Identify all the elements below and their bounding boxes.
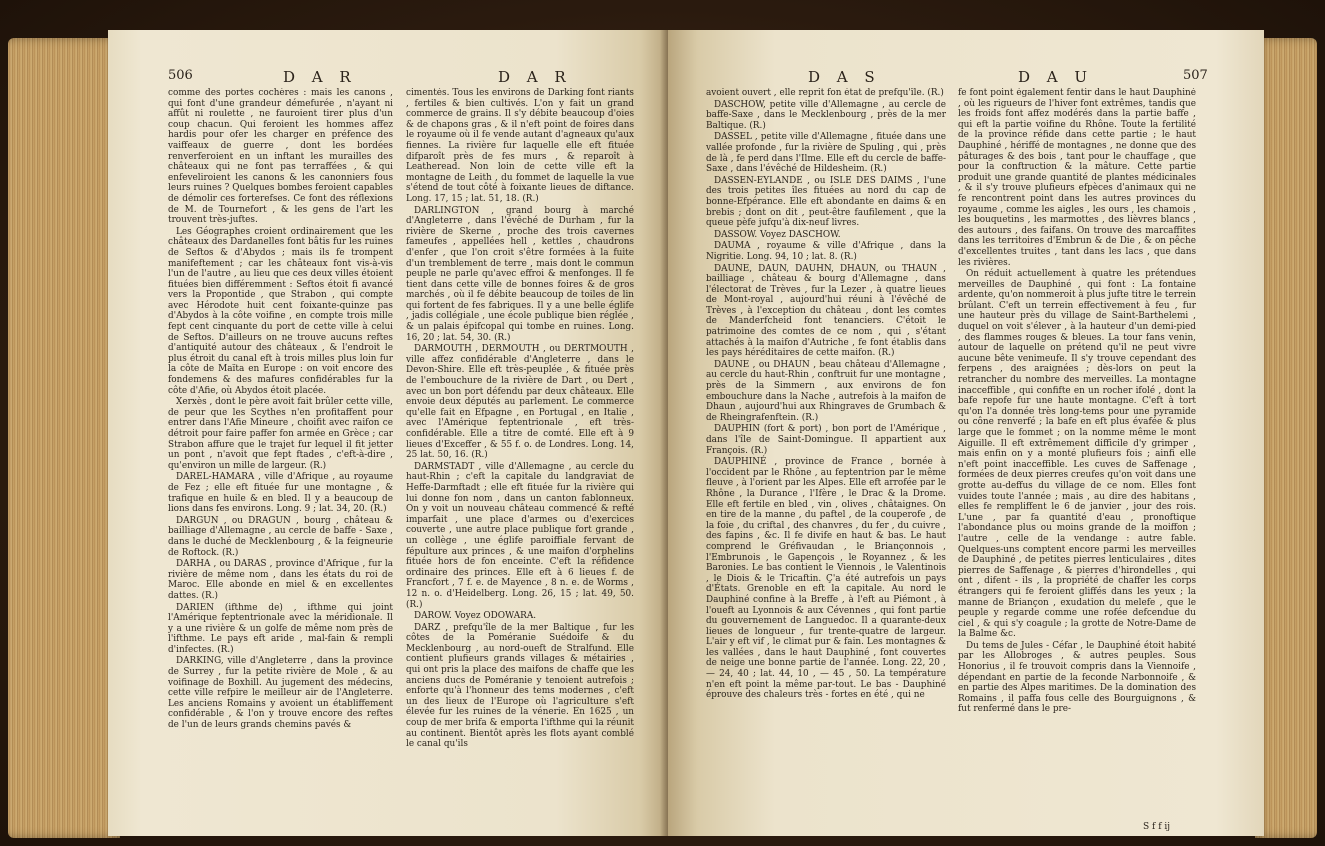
- signature-mark: S f f ij: [1143, 822, 1171, 832]
- paragraph: DAUNE, DAUN, DAUHN, DHAUN, ou THAUN , bailliage , château & bourg d'Allemagne , dans l'électorat de Trèves , fur la Lezer , à quatre lieues de Mont-royal , aujourd'hui réuni à l'évêché de Trèves , à l'exception du château , dont les comtes de Manderfcheid font tenanciers. C'étoit le patrimoine des comtes de ce nom , qui , s'étant attachés à la maifon d'Autriche , fe font établis dans les pays héréditaires de cette maifon. (R.): [706, 263, 946, 359]
- paragraph: DARMOUTH , DERMOUTH , ou DERTMOUTH , ville affez confidérable d'Angleterre , dans le Devon-Shire. Elle eft très-peuplée , & fituée près de l'embouchure de la rivière de Dart , ou Dert , avec un bon port défendu par deux châteaux. Elle envoie deux députés au parlement. Le commerce qu'elle fait en Efpagne , en Portugal , en Italie , avec l'Amérique feptentrionale , eft très-confidérable. Elle a titre de comté. Elle eft à 9 lieues d'Exceffer , & 55 f. o. de Londres. Long. 14, 25 lat. 50, 16. (R.): [406, 344, 634, 461]
- paragraph: DARGUN , ou DRAGUN , bourg , château & bailliage d'Allemagne , au cercle de baffe - Saxe , dans le duché de Mecklenbourg , & la feigneurie de Roftock. (R.): [168, 515, 393, 558]
- paragraph: DAUPHIN (fort & port) , bon port de l'Amérique , dans l'île de Saint-Domingue. Il appartient aux François. (R.): [706, 424, 946, 456]
- paragraph: DARMSTADT , ville d'Allemagne , au cercle du haut-Rhin ; c'eft la capitale du landgraviat de Heffe-Darmftadt ; elle eft fituée fur la rivière qui lui donne fon nom , dans un canton fablonneux. On y voit un nouveau château commencé & refté imparfait , une place d'armes ou d'exercices couverte , une autre place publique fort grande , un collège , une églife paroiffiale fervant de fépulture aux princes , & une maifon d'orphelins fituée hors de fon enceinte. C'eft la réfidence ordinaire des princes. Elle eft à 6 lieues f. de Francfort , 7 f. e. de Mayence , 8 n. e. de Worms , 12 n. o. d'Heidelberg. Long. 26, 15 ; lat. 49, 50. (R.): [406, 461, 634, 610]
- paragraph: DAUNE , ou DHAUN , beau château d'Allemagne , au cercle du haut-Rhin , conftruit fur une montagne , près de la Simmern , aux environs de fon embouchure dans la Nache , autrefois à la maifon de Dhaun , aujourd'hui aux Rhingraves de Grumbach & de Rheingrafenftein. (R.): [706, 359, 946, 423]
- right-column-1: [706, 88, 946, 828]
- left-column-1: [168, 88, 393, 828]
- paragraph: fe font point également fentir dans le haut Dauphiné , où les rigueurs de l'hiver font extrêmes, tandis que les froids font affez modérés dans la partie baffe , qui eft la partie voifine du Rhône. Toute la fertilité de la province réfide dans cette partie ; le haut Dauphiné , hériffé de montagnes , ne donne que des pâturages & des bois , tant pour le chauffage , que pour la conftruction & la mâture. Cette partie produit une grande quantité de plantes médicinales , & il s'y trouve plufieurs efpèces d'animaux qui ne fe rencontrent point dans les autres provinces du royaume , comme les aigles , les ours , les chamois , les bouquetins , les marmottes , des lièvres blancs , des autours , des faifans. On trouve des marcaffites dans les territoires d'Embrun & de Die , & on pêche d'excellentes truites , tant dans les lacs , que dans les rivières.: [958, 88, 1196, 268]
- paragraph: Du tems de Jules - Céfar , le Dauphiné étoit habité par les Allobroges , & autres peuples. Sous Honorius , il fe trouvoit compris dans la Viennoife , dépendant en partie de la feconde Narbonnoife , & en partie des Alpes maritimes. De la domination des Romains , il paffa fous celle des Bourguignons , & fut renfermé dans le pre-: [958, 640, 1196, 715]
- paragraph: DASSEN-EYLANDE , ou ISLE DES DAIMS , l'une des trois petites îles fituées au nord du cap de bonne-Efpérance. Elle eft abondante en daims & en brebis ; dont on dit , peut-être faufilement , que la queue pèfe jufqu'à dix-neuf livres.: [706, 175, 946, 229]
- paragraph: DARHA , ou DARAS , province d'Afrique , fur la rivière de même nom , dans les états du roi de Maroc. Elle abonde en miel & en excellentes dattes. (R.): [168, 559, 393, 601]
- paragraph: comme des portes cochères : mais les canons , qui font d'une grandeur démefurée , n'ayant ni affût ni roulette , ne fauroient tirer plus d'un coup chacun. Qui feroient les hommes affez hardis pour ofer les charger en préfence des vaiffeaux de guerre , dont les bordées renverferoient en un inftant les murailles des châteaux qui ne font pas terraffées , & qui enfeveliroient les canons & les canonniers fous leurs ruines ? Quelques bombes feroient capables de démolir ces forterefses. Ce font des réflexions de M. de Tournefort , & les gens de l'art les trouvent très-juftes.: [168, 88, 393, 226]
- paragraph: Xerxès , dont le père avoit fait brûler cette ville, de peur que les Scythes n'en profitaffent pour entrer dans l'Afie Mineure , choifit avec raifon ce détroit pour faire paffer fon armée en Grèce ; car Strabon affure que le trajet fur lequel il fit jetter un pont , n'avoit que fept ftades , c'eft-à-dire , qu'environ un mille de largeur. (R.): [168, 397, 393, 471]
- paragraph: cimentés. Tous les environs de Darking font riants , fertiles & bien cultivés. L'on y fait un grand commerce de grains. Il s'y débite beaucoup d'oies & de chapons gras , & il n'eft point de foires dans le royaume où il fe vende autant d'agneaux qu'aux fiennes. La rivière fur laquelle elle eft fituée difparoît près de fes murs , & reparoît à Leatheread. Non loin de cette ville eft la montagne de Leith , du fommet de laquelle la vue s'étend de tout côté à foixante lieues de diftance. Long. 17, 15 ; lat. 51, 18. (R.): [406, 88, 634, 204]
- right-column-2: [958, 88, 1196, 828]
- left-page-edges: [8, 38, 120, 838]
- paragraph: DAUMA , royaume & ville d'Afrique , dans la Nigritie. Long. 94, 10 ; lat. 8. (R.): [706, 241, 946, 262]
- paragraph: DAROW. Voyez ODOWARA.: [414, 611, 537, 622]
- right-page-edges: [1255, 38, 1317, 838]
- paragraph: avoient ouvert , elle reprit fon état de prefqu'île. (R.): [706, 88, 944, 98]
- left-page: [108, 30, 668, 836]
- paragraph: On réduit actuellement à quatre les prétendues merveilles de Dauphiné , qui font : La fontaine ardente, qu'on nommeroit à plus jufte titre le terrein brûlant. C'eft un terrein effectivement à feu , fur une hauteur près du village de Saint-Barthelemi , duquel on voit s'élever , à la hauteur d'un demi-pied , des flammes rouges & bleues. La tour fans venin, autour de laquelle on prétend qu'il ne peut vivre aucune bête venimeufe. Il s'y trouve cependant des ferpens , des araignées ; dès-lors on peut la retrancher du nombre des merveilles. La montagne inacceffible , qui confifte en un rocher ifolé , dont la bafe repofe fur une haute montagne. C'eft à tort qu'on l'a donnée très long-tems pour une pyramide ou cône renverfé ; la bafe en eft plus évafée & plus large que le fommet ; on la nomme même le mont Aiguille. Il eft extrêmement difficile d'y grimper , mais enfin on y a monté plufieurs fois ; ainfi elle n'eft point inacceffible. Les cuves de Saffenage , formées de deux pierres creufes qu'on voit dans une grotte au-deffus du village de ce nom. Elles font vuides toute l'année ; mais , au dire des habitans , elles fe rempliffent le 6 de janvier , jour des rois. L'une , par fa quantité d'eau , pronoftique l'abondance plus ou moins grande de la moiffon ; l'autre , celle de la vendange : autre fable. Quelques-uns comptent encore parmi les merveilles de Dauphiné , de petites pierres lenticulaires , dites pierres de Saffenage , & pierres d'hirondelles , qui ont , difent - ils , la propriété de chaffer les corps étrangers qui fe feroient gliffés dans les yeux ; la manne de Briançon , exudation du melefe , que le peuple y regarde comme une rofée defcendue du ciel , & qui s'y coagule ; la grotte de Notre-Dame de la Balme &c.: [958, 269, 1196, 640]
- right-page-number: 507: [1183, 68, 1208, 83]
- paragraph: DASSOW. Voyez DASCHOW.: [714, 229, 841, 240]
- paragraph: DAREL-HAMARA , ville d'Afrique , au royaume de Fez ; elle eft fituée fur une montagne , & trafique en huile & en bled. Il y a beaucoup de lions dans fes environs. Long. 9 ; lat. 34, 20. (R.): [168, 472, 393, 515]
- paragraph: Les Géographes croient ordinairement que les châteaux des Dardanelles font bâtis fur les ruines de Seftos & d'Abydos ; mais ils fe trompent manifeftement ; car les châteaux font vis-à-vis l'un de l'autre , au lieu que ces deux villes étoient fituées bien différemment : Seftos étoit fi avancé vers la Propontide , que Strabon , qui compte avec Hérodote huit cent foixante-quinze pas d'Abydos à la côte voifine , en compte trois mille fept cent cinquante du port de cette ville à celui de Seftos. D'ailleurs on ne trouve aucuns reftes d'antiquité autour des châteaux , & l'endroit le plus étroit du canal eft à trois milles plus loin fur la côte de Maïta en Europe : on voit encore des fondemens & des mafures confidérables fur la côte d'Afie, où Abydos étoit placée.: [168, 226, 393, 396]
- paragraph: DARIEN (ifthme de) , ifthme qui joint l'Amérique feptentrionale avec la méridionale. Il y a une rivière & un golfe de même nom près de l'ifthme. Le pays eft aride , mal-fain & rempli d'infectes. (R.): [168, 602, 393, 655]
- paragraph: DAUPHINÉ , province de France , bornée à l'occident par le Rhône , au feptentrion par le même fleuve , à l'orient par les Alpes. Elle eft arrofée par le Rhône , la Durance , l'Ifère , le Drac & la Drome. Elle eft fertile en bled , vin , olives , châtaignes. On en tire de la manne , du paftel , de la couperofe , de la foie , du criftal , des chanvres , du fer , du cuivre , des fapins , &c. Il fe divife en haut & bas. Le haut comprend le Gréfivaudan , le Briançonnois , l'Embrunois , le Gapençois , le Royannez , & les Baronies. Le bas contient le Viennois , le Valentinois , le Diois & le Tricaftin. Ç'a été autrefois un pays d'États. Grenoble en eft la capitale. Au nord le Dauphiné confine à la Breffe , à l'eft au Piémont , à l'oueft au Lyonnois & aux Cévennes , qui font partie du gouvernement de Languedoc. Il a quarante-deux lieues de longueur , fur trente-quatre de largeur. L'air y eft vif , le climat pur & fain. Les montagnes & les vallées , dans le haut Dauphiné , font couvertes de neige une bonne partie de l'année. Long. 22, 20 , — 24, 40 ; lat. 44, 10 , — 45 , 50. La température n'en eft point la même par-tout. Le bas - Dauphiné éprouve des chaleurs très - fortes en été , qui ne: [706, 457, 946, 701]
- right-running-head-2: D A U: [1018, 68, 1094, 86]
- paragraph: DASSEL , petite ville d'Allemagne , fituée dans une vallée profonde , fur la rivière de Spuling , qui , près de là , fe perd dans l'Ilme. Elle eft du cercle de baffe-Saxe , dans l'évêché de Hildesheim. (R.): [706, 132, 946, 175]
- right-page: [668, 30, 1264, 836]
- paragraph: DARLINGTON , grand bourg à marché d'Angleterre , dans l'évêché de Durham , fur la rivière de Skerne , proche des trois cavernes fameufes , appellées hell , kettles , chaudrons d'enfer , que l'on croit s'être formées à la fuite d'un tremblement de terre , mais dont le commun peuple ne parle qu'avec effroi & menfonges. Il fe tient dans cette ville de bonnes foires & de gros marchés , où il fe débite beaucoup de toiles de lin qui fortent de fes fabriques. Il y a une belle églife , jadis collégiale , une école publique bien réglée , & un palais épifcopal qui tombe en ruines. Long. 16, 20 ; lat. 54, 30. (R.): [406, 205, 634, 343]
- left-page-number: 506: [168, 68, 193, 83]
- left-running-head-1: D A R: [283, 68, 357, 86]
- paragraph: DASCHOW, petite ville d'Allemagne , au cercle de baffe-Saxe , dans le Mecklenbourg , près de la mer Baltique. (R.): [706, 99, 946, 131]
- left-column-2: [406, 88, 634, 828]
- paragraph: DARZ , prefqu'île de la mer Baltique , fur les côtes de la Poméranie Suédoife & du Mecklenbourg , au nord-oueft de Stralfund. Elle contient plufieurs grands villages & métairies , qui ont pris la place des maifons de chaffe que les anciens ducs de Poméranie y tenoient autrefois ; enforte qu'à l'honneur des tems modernes , c'eft un des lieux de l'Europe où l'agriculture s'eft élevée fur les ruines de la vénerie. En 1625 , un coup de mer brifa & emporta l'ifthme qui la réunit au continent. Bientôt après les flots ayant comblé le canal qu'ils: [406, 622, 634, 750]
- paragraph: DARKING, ville d'Angleterre , dans la province de Surrey , fur la petite rivière de Mole , & au voifinage de Boxhill. Au jugement des médecins, cette ville refpire le meilleur air de l'Angleterre. Les anciens Romains y avoient un établiffement confidérable , & l'on y trouve encore des reftes de l'un de leurs grands chemins pavés &: [168, 656, 393, 731]
- right-running-head-1: D A S: [808, 68, 881, 86]
- left-running-head-2: D A R: [498, 68, 572, 86]
